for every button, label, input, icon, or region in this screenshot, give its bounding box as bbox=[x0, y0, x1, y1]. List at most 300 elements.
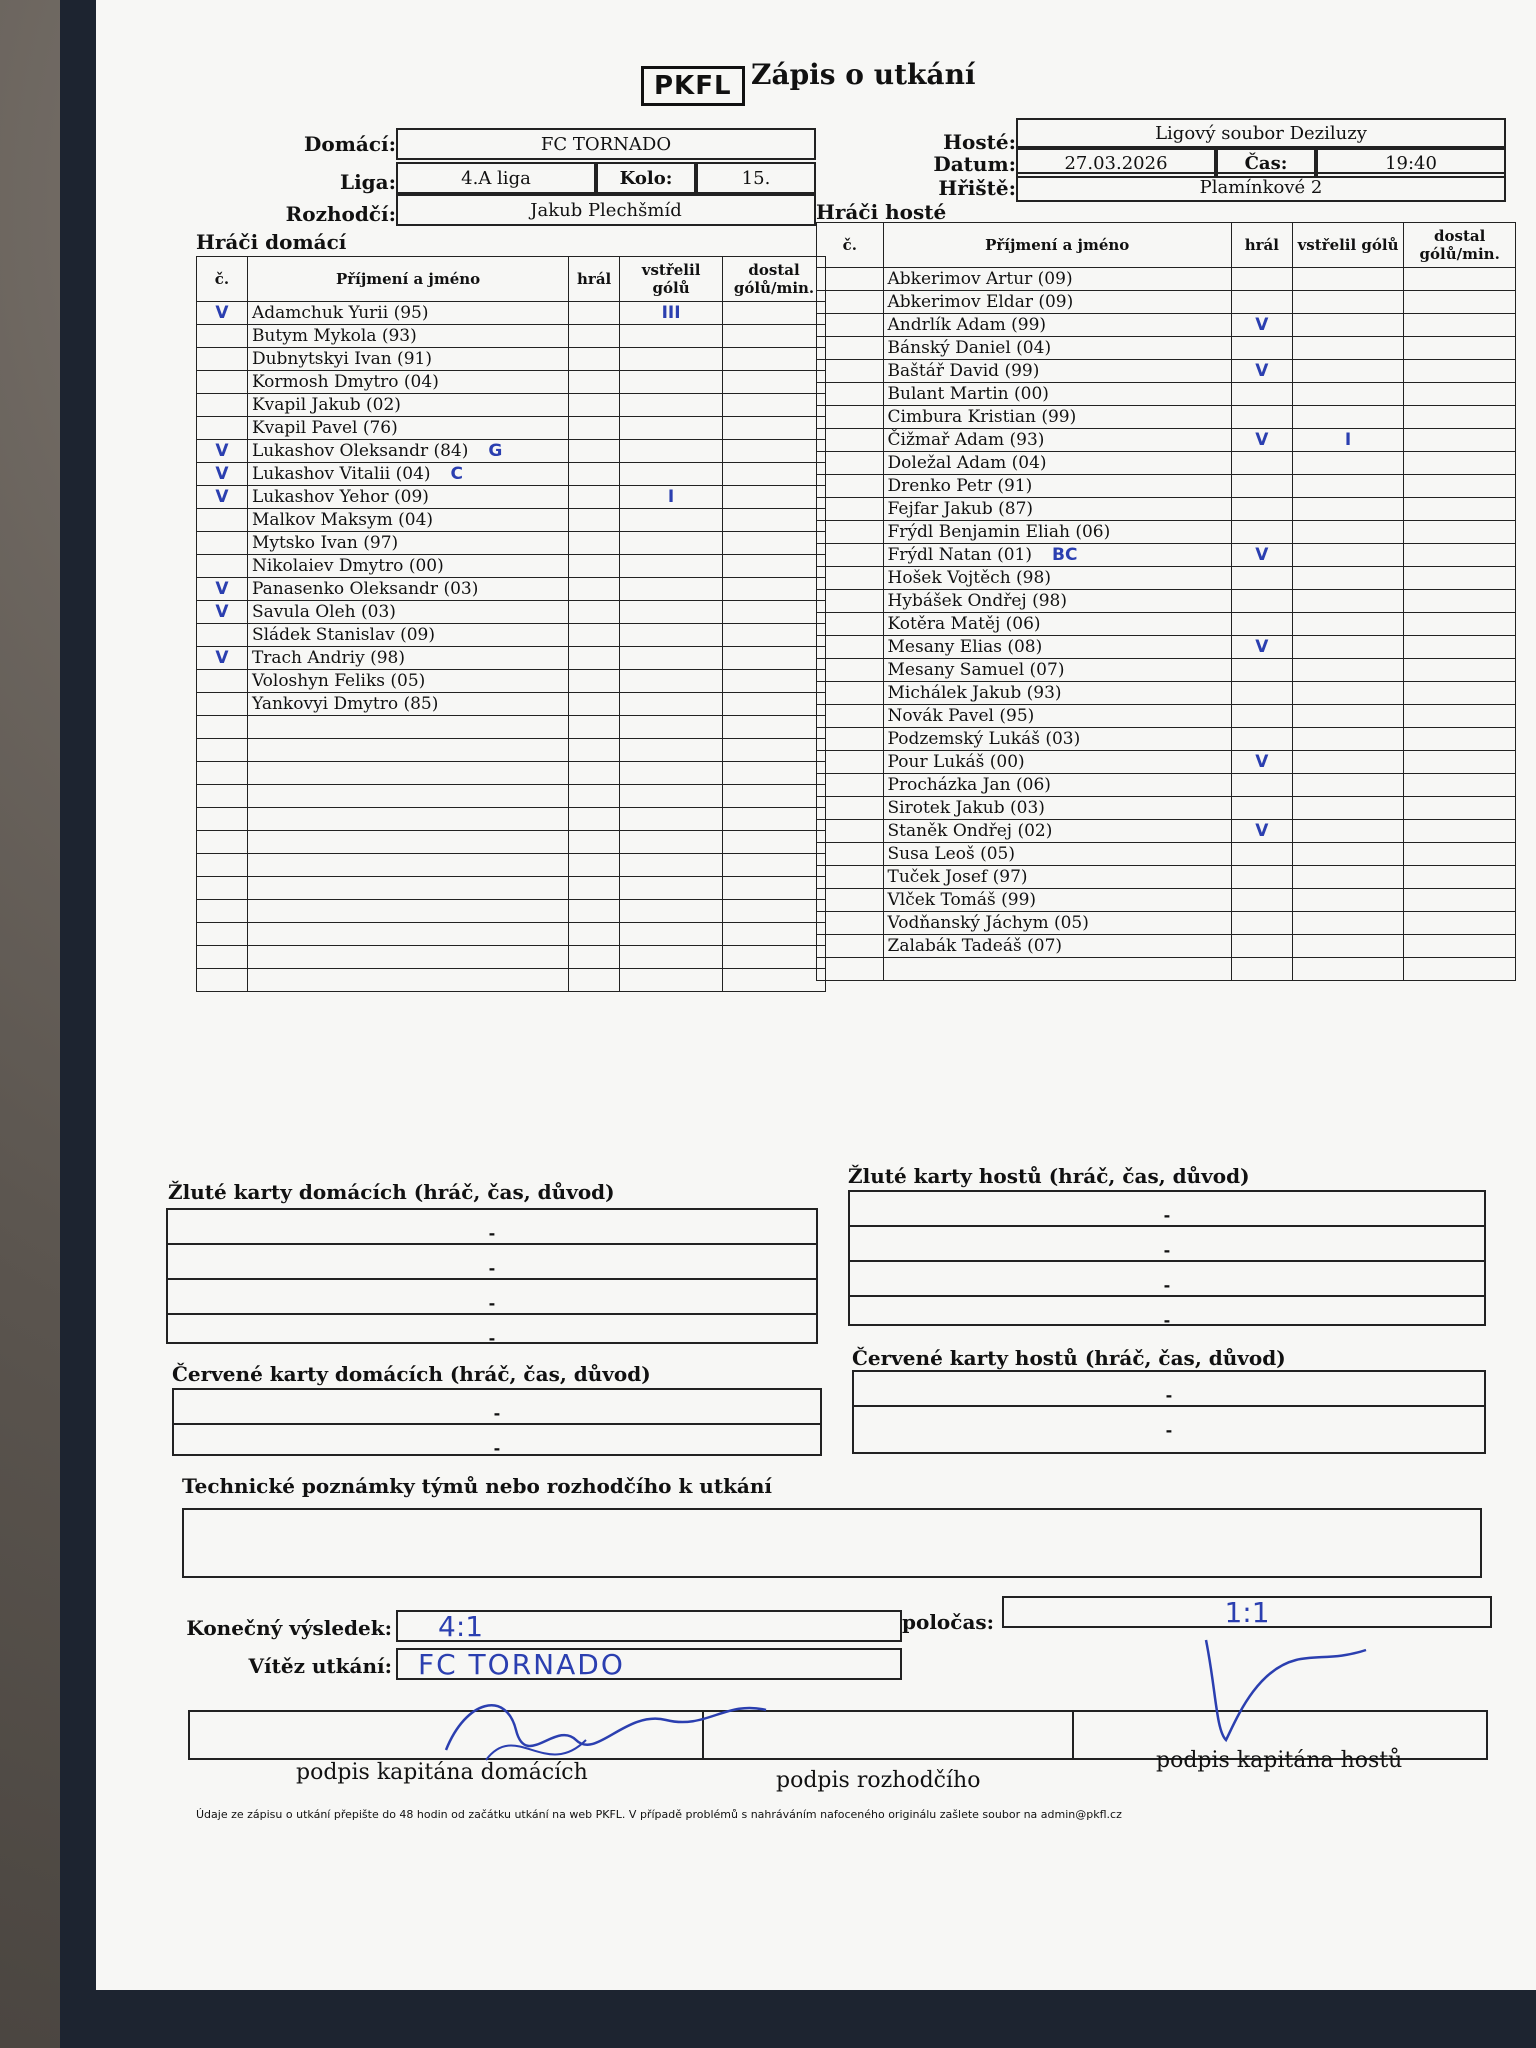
table-row bbox=[817, 544, 1516, 567]
player-number-cell bbox=[817, 659, 884, 682]
table-row bbox=[817, 774, 1516, 797]
table-row bbox=[817, 590, 1516, 613]
player-name-cell bbox=[247, 371, 568, 394]
table-row bbox=[817, 866, 1516, 889]
col-scored: vstřelil gólů bbox=[1292, 223, 1404, 268]
played-cell bbox=[569, 624, 620, 647]
yellow-guest-box bbox=[848, 1190, 1486, 1330]
player-name: Malkov Maksym (04) bbox=[251, 510, 434, 530]
goals-cell bbox=[620, 762, 723, 785]
goals-cell bbox=[1292, 498, 1404, 521]
conceded-cell bbox=[1404, 728, 1516, 751]
halftime-label: poločas: bbox=[902, 1610, 995, 1634]
conceded-cell bbox=[1404, 452, 1516, 475]
player-name: Vlček Tomáš (99) bbox=[887, 890, 1037, 910]
goals-cell bbox=[620, 325, 723, 348]
match-report-sheet bbox=[96, 0, 1536, 1990]
card-row: - bbox=[850, 1227, 1484, 1262]
goals-cell bbox=[1292, 521, 1404, 544]
goals-cell bbox=[1292, 452, 1404, 475]
table-row bbox=[197, 463, 826, 486]
notes-box bbox=[182, 1508, 1482, 1578]
player-number-cell bbox=[817, 820, 884, 843]
table-row bbox=[197, 394, 826, 417]
player-name-cell bbox=[247, 440, 568, 463]
conceded-cell bbox=[723, 394, 826, 417]
player-number-cell bbox=[817, 383, 884, 406]
conceded-cell bbox=[723, 900, 826, 923]
table-row bbox=[197, 969, 826, 992]
player-name-cell bbox=[247, 348, 568, 371]
played-cell bbox=[1231, 843, 1292, 866]
played-cell bbox=[1231, 682, 1292, 705]
table-row bbox=[817, 958, 1516, 981]
conceded-cell bbox=[1404, 360, 1516, 383]
player-number-cell bbox=[197, 739, 248, 762]
player-name: Andrlík Adam (99) bbox=[887, 315, 1047, 335]
played-cell bbox=[1231, 475, 1292, 498]
goals-cell bbox=[1292, 291, 1404, 314]
goals-cell bbox=[620, 877, 723, 900]
played-cell bbox=[569, 302, 620, 325]
player-name-cell bbox=[883, 383, 1231, 406]
table-row bbox=[817, 567, 1516, 590]
player-name: Sládek Stanislav (09) bbox=[251, 625, 436, 645]
player-name: Abkerimov Artur (09) bbox=[887, 269, 1073, 289]
halftime-value: 1:1 bbox=[1224, 1595, 1270, 1629]
player-name-cell bbox=[247, 486, 568, 509]
player-name-cell bbox=[883, 682, 1231, 705]
goals-cell bbox=[1292, 567, 1404, 590]
goals-cell bbox=[1292, 659, 1404, 682]
player-name-cell bbox=[247, 670, 568, 693]
played-cell bbox=[569, 325, 620, 348]
conceded-cell bbox=[1404, 636, 1516, 659]
final-result-field bbox=[396, 1610, 902, 1642]
table-row bbox=[197, 555, 826, 578]
conceded-cell bbox=[1404, 268, 1516, 291]
player-name: Procházka Jan (06) bbox=[887, 775, 1051, 795]
final-result-label: Konečný výsledek: bbox=[186, 1616, 392, 1640]
player-name: Trach Andriy (98) bbox=[251, 648, 405, 668]
red-home-box bbox=[172, 1388, 822, 1456]
player-name: Frýdl Natan (01) bbox=[887, 545, 1032, 565]
player-number-cell bbox=[817, 291, 884, 314]
table-row bbox=[817, 268, 1516, 291]
conceded-cell bbox=[1404, 682, 1516, 705]
red-home-title: Červené karty domácích (hráč, čas, důvod) bbox=[172, 1362, 651, 1386]
conceded-cell bbox=[723, 739, 826, 762]
player-name-cell bbox=[247, 578, 568, 601]
goals-cell bbox=[620, 371, 723, 394]
conceded-cell bbox=[1404, 935, 1516, 958]
red-guest-title: Červené karty hostů (hráč, čas, důvod) bbox=[852, 1346, 1286, 1370]
date-label: Datum: bbox=[933, 152, 1016, 176]
home-roster-table bbox=[196, 256, 826, 992]
table-row bbox=[197, 325, 826, 348]
round-field: 15. bbox=[696, 162, 816, 194]
winner-value: FC TORNADO bbox=[418, 1647, 625, 1681]
conceded-cell bbox=[723, 601, 826, 624]
played-cell bbox=[569, 808, 620, 831]
table-row bbox=[197, 831, 826, 854]
goals-cell bbox=[620, 509, 723, 532]
goals-cell bbox=[620, 808, 723, 831]
guests-label: Hosté: bbox=[943, 130, 1016, 154]
goals-cell bbox=[620, 578, 723, 601]
card-row: - bbox=[1163, 1311, 1171, 1330]
player-name-cell bbox=[883, 797, 1231, 820]
player-name-cell bbox=[883, 636, 1231, 659]
player-name: Voloshyn Feliks (05) bbox=[251, 671, 426, 691]
player-name: Vodňanský Jáchym (05) bbox=[887, 913, 1089, 933]
goals-cell bbox=[1292, 774, 1404, 797]
player-number-cell bbox=[817, 682, 884, 705]
table-row bbox=[197, 440, 826, 463]
player-number-cell bbox=[817, 429, 884, 452]
played-cell bbox=[569, 463, 620, 486]
player-number-cell bbox=[197, 854, 248, 877]
round-label: Kolo: bbox=[596, 162, 696, 194]
player-name-cell bbox=[247, 555, 568, 578]
played-cell bbox=[1231, 337, 1292, 360]
player-name-cell bbox=[883, 360, 1231, 383]
table-row bbox=[197, 302, 826, 325]
player-name: Hošek Vojtěch (98) bbox=[887, 568, 1051, 588]
player-name: Yankovyi Dmytro (85) bbox=[251, 694, 439, 714]
card-row: - bbox=[854, 1372, 1484, 1407]
table-row bbox=[817, 843, 1516, 866]
goals-cell: III bbox=[620, 302, 723, 325]
player-name: Frýdl Benjamin Eliah (06) bbox=[887, 522, 1111, 542]
table-row bbox=[817, 797, 1516, 820]
player-number-cell bbox=[817, 705, 884, 728]
col-number: č. bbox=[197, 257, 248, 302]
player-name-cell bbox=[883, 774, 1231, 797]
home-players-title: Hráči domácí bbox=[196, 230, 347, 254]
goals-cell bbox=[1292, 728, 1404, 751]
goals-cell: I bbox=[1292, 429, 1404, 452]
played-cell bbox=[1231, 797, 1292, 820]
goals-cell bbox=[620, 923, 723, 946]
player-name: Pour Lukáš (00) bbox=[887, 752, 1025, 772]
goals-cell bbox=[620, 831, 723, 854]
played-cell: V bbox=[1231, 360, 1292, 383]
col-scored: vstřelil gólů bbox=[620, 257, 723, 302]
home-label: Domácí: bbox=[304, 132, 396, 156]
player-name-cell bbox=[247, 716, 568, 739]
player-name: Susa Leoš (05) bbox=[887, 844, 1015, 864]
conceded-cell bbox=[723, 693, 826, 716]
played-cell bbox=[569, 900, 620, 923]
conceded-cell bbox=[723, 302, 826, 325]
played-cell: V bbox=[1231, 429, 1292, 452]
conceded-cell bbox=[723, 831, 826, 854]
player-name-cell bbox=[883, 406, 1231, 429]
referee-signature-label: podpis rozhodčího bbox=[776, 1768, 981, 1793]
table-row bbox=[197, 348, 826, 371]
col-played: hrál bbox=[569, 257, 620, 302]
goals-cell bbox=[1292, 383, 1404, 406]
player-name-cell bbox=[247, 647, 568, 670]
conceded-cell bbox=[723, 555, 826, 578]
player-number-cell bbox=[197, 555, 248, 578]
table-row bbox=[817, 383, 1516, 406]
player-number-cell: V bbox=[197, 463, 248, 486]
page-title: Zápis o utkání bbox=[751, 58, 976, 91]
played-cell bbox=[1231, 291, 1292, 314]
player-number-cell bbox=[817, 360, 884, 383]
col-conceded: dostal gólů/min. bbox=[1404, 223, 1516, 268]
table-row bbox=[817, 636, 1516, 659]
table-row bbox=[817, 314, 1516, 337]
player-note: BC bbox=[1052, 545, 1078, 565]
played-cell bbox=[1231, 498, 1292, 521]
player-name: Lukashov Oleksandr (84) bbox=[251, 441, 469, 461]
player-name-cell bbox=[247, 785, 568, 808]
player-name: Čižmař Adam (93) bbox=[887, 430, 1045, 450]
player-name-cell bbox=[247, 624, 568, 647]
player-name-cell bbox=[883, 268, 1231, 291]
played-cell bbox=[569, 371, 620, 394]
player-name-cell bbox=[247, 808, 568, 831]
played-cell bbox=[1231, 590, 1292, 613]
conceded-cell bbox=[1404, 820, 1516, 843]
goals-cell bbox=[1292, 751, 1404, 774]
player-number-cell bbox=[817, 797, 884, 820]
table-row bbox=[817, 475, 1516, 498]
player-number-cell bbox=[817, 498, 884, 521]
player-number-cell bbox=[817, 774, 884, 797]
player-name: Staněk Ondřej (02) bbox=[887, 821, 1053, 841]
played-cell bbox=[569, 394, 620, 417]
player-number-cell bbox=[817, 728, 884, 751]
card-row: - bbox=[488, 1329, 496, 1348]
played-cell bbox=[569, 716, 620, 739]
played-cell bbox=[1231, 912, 1292, 935]
player-number-cell bbox=[197, 417, 248, 440]
played-cell bbox=[1231, 406, 1292, 429]
goals-cell bbox=[1292, 636, 1404, 659]
player-number-cell bbox=[817, 337, 884, 360]
played-cell bbox=[1231, 774, 1292, 797]
conceded-cell bbox=[1404, 521, 1516, 544]
player-number-cell: V bbox=[197, 486, 248, 509]
goals-cell bbox=[1292, 705, 1404, 728]
conceded-cell bbox=[1404, 567, 1516, 590]
league-label: Liga: bbox=[340, 170, 396, 194]
table-row bbox=[817, 406, 1516, 429]
conceded-cell bbox=[1404, 291, 1516, 314]
player-name-cell bbox=[883, 521, 1231, 544]
player-name: Cimbura Kristian (99) bbox=[887, 407, 1077, 427]
player-number-cell bbox=[817, 567, 884, 590]
player-name-cell bbox=[247, 693, 568, 716]
player-number-cell bbox=[817, 475, 884, 498]
player-name-cell bbox=[883, 314, 1231, 337]
conceded-cell bbox=[1404, 314, 1516, 337]
player-number-cell bbox=[197, 532, 248, 555]
player-name-cell bbox=[247, 877, 568, 900]
winner-label: Vítěz utkání: bbox=[248, 1654, 392, 1678]
player-number-cell bbox=[817, 866, 884, 889]
played-cell bbox=[1231, 452, 1292, 475]
played-cell: V bbox=[1231, 544, 1292, 567]
played-cell bbox=[1231, 659, 1292, 682]
referee-label: Rozhodčí: bbox=[285, 202, 396, 226]
goals-cell bbox=[620, 624, 723, 647]
player-name-cell bbox=[883, 337, 1231, 360]
player-name-cell bbox=[883, 935, 1231, 958]
table-row bbox=[197, 854, 826, 877]
table-row bbox=[197, 371, 826, 394]
player-name: Dubnytskyi Ivan (91) bbox=[251, 349, 432, 369]
goals-cell bbox=[620, 854, 723, 877]
table-row bbox=[197, 578, 826, 601]
player-number-cell bbox=[817, 314, 884, 337]
player-name: Lukashov Vitalii (04) bbox=[251, 464, 431, 484]
player-name-cell bbox=[883, 659, 1231, 682]
player-name-cell bbox=[883, 958, 1231, 981]
played-cell bbox=[569, 647, 620, 670]
goals-cell bbox=[620, 900, 723, 923]
conceded-cell bbox=[723, 946, 826, 969]
halftime-field bbox=[1002, 1596, 1492, 1628]
played-cell bbox=[569, 785, 620, 808]
conceded-cell bbox=[723, 647, 826, 670]
player-name: Doležal Adam (04) bbox=[887, 453, 1047, 473]
player-name-cell bbox=[883, 751, 1231, 774]
time-label: Čas: bbox=[1216, 148, 1316, 178]
conceded-cell bbox=[1404, 613, 1516, 636]
player-name: Sirotek Jakub (03) bbox=[887, 798, 1045, 818]
col-conceded: dostal gólů/min. bbox=[723, 257, 826, 302]
played-cell bbox=[1231, 613, 1292, 636]
player-name: Podzemský Lukáš (03) bbox=[887, 729, 1081, 749]
player-name-cell bbox=[247, 739, 568, 762]
player-number-cell: V bbox=[197, 302, 248, 325]
played-cell: V bbox=[1231, 820, 1292, 843]
player-name: Kvapil Jakub (02) bbox=[251, 395, 401, 415]
player-name-cell bbox=[883, 452, 1231, 475]
player-name: Fejfar Jakub (87) bbox=[887, 499, 1034, 519]
player-name-cell bbox=[883, 590, 1231, 613]
goals-cell bbox=[1292, 843, 1404, 866]
footer-note: Údaje ze zápisu o utkání přepište do 48 hodin od začátku utkání na web PKFL. V případě problémů s nahráváním nafoceného originálu zašlete soubor na admin@pkfl.cz bbox=[196, 1808, 1122, 1821]
table-row bbox=[197, 601, 826, 624]
goals-cell bbox=[620, 647, 723, 670]
goals-cell bbox=[620, 601, 723, 624]
table-row bbox=[197, 509, 826, 532]
played-cell bbox=[569, 877, 620, 900]
goals-cell bbox=[620, 693, 723, 716]
goals-cell bbox=[620, 946, 723, 969]
card-row: - bbox=[850, 1262, 1484, 1297]
table-row bbox=[197, 785, 826, 808]
player-name: Lukashov Yehor (09) bbox=[251, 487, 429, 507]
goals-cell bbox=[1292, 889, 1404, 912]
conceded-cell bbox=[1404, 774, 1516, 797]
player-name-cell bbox=[247, 854, 568, 877]
player-number-cell bbox=[197, 877, 248, 900]
player-name-cell bbox=[883, 889, 1231, 912]
player-name-cell bbox=[883, 866, 1231, 889]
player-name-cell bbox=[247, 325, 568, 348]
col-name: Příjmení a jméno bbox=[247, 257, 568, 302]
conceded-cell bbox=[1404, 406, 1516, 429]
conceded-cell bbox=[1404, 475, 1516, 498]
conceded-cell bbox=[1404, 429, 1516, 452]
player-name: Abkerimov Eldar (09) bbox=[887, 292, 1074, 312]
player-number-cell bbox=[817, 889, 884, 912]
table-row bbox=[197, 762, 826, 785]
played-cell bbox=[569, 578, 620, 601]
card-row: - bbox=[168, 1245, 816, 1280]
player-number-cell bbox=[817, 751, 884, 774]
player-name-cell bbox=[247, 601, 568, 624]
player-number-cell bbox=[197, 923, 248, 946]
col-number: č. bbox=[817, 223, 884, 268]
player-name-cell bbox=[247, 969, 568, 992]
player-name: Kotěra Matěj (06) bbox=[887, 614, 1041, 634]
conceded-cell bbox=[723, 923, 826, 946]
player-name-cell bbox=[247, 923, 568, 946]
player-number-cell bbox=[197, 325, 248, 348]
conceded-cell bbox=[723, 670, 826, 693]
player-name-cell bbox=[247, 946, 568, 969]
played-cell bbox=[1231, 268, 1292, 291]
goals-cell bbox=[1292, 360, 1404, 383]
player-note: G bbox=[488, 441, 503, 461]
player-number-cell: V bbox=[197, 647, 248, 670]
signature-divider bbox=[1072, 1712, 1074, 1758]
red-guest-box bbox=[852, 1370, 1486, 1454]
played-cell bbox=[1231, 935, 1292, 958]
goals-cell bbox=[620, 555, 723, 578]
table-row bbox=[817, 751, 1516, 774]
player-number-cell bbox=[197, 670, 248, 693]
conceded-cell bbox=[1404, 797, 1516, 820]
goals-cell bbox=[620, 739, 723, 762]
played-cell bbox=[1231, 521, 1292, 544]
player-number-cell bbox=[197, 371, 248, 394]
notes-title: Technické poznámky týmů nebo rozhodčího k utkání bbox=[182, 1474, 773, 1498]
player-name: Butym Mykola (93) bbox=[251, 326, 417, 346]
goals-cell bbox=[1292, 682, 1404, 705]
player-name: Mesany Elias (08) bbox=[887, 637, 1043, 657]
player-name: Mytsko Ivan (97) bbox=[251, 533, 399, 553]
player-name: Drenko Petr (91) bbox=[887, 476, 1033, 496]
player-name-cell bbox=[883, 705, 1231, 728]
player-name-cell bbox=[247, 532, 568, 555]
goals-cell bbox=[1292, 935, 1404, 958]
table-row bbox=[817, 889, 1516, 912]
table-row bbox=[817, 682, 1516, 705]
home-team-field: FC TORNADO bbox=[396, 128, 816, 160]
pitch-field: Plamínkové 2 bbox=[1016, 172, 1506, 202]
table-row bbox=[817, 820, 1516, 843]
conceded-cell bbox=[1404, 912, 1516, 935]
conceded-cell bbox=[723, 854, 826, 877]
goals-cell bbox=[1292, 958, 1404, 981]
played-cell bbox=[569, 555, 620, 578]
goals-cell bbox=[620, 440, 723, 463]
player-number-cell bbox=[197, 624, 248, 647]
goals-cell bbox=[1292, 406, 1404, 429]
conceded-cell bbox=[1404, 843, 1516, 866]
player-name-cell bbox=[247, 302, 568, 325]
goals-cell bbox=[1292, 475, 1404, 498]
